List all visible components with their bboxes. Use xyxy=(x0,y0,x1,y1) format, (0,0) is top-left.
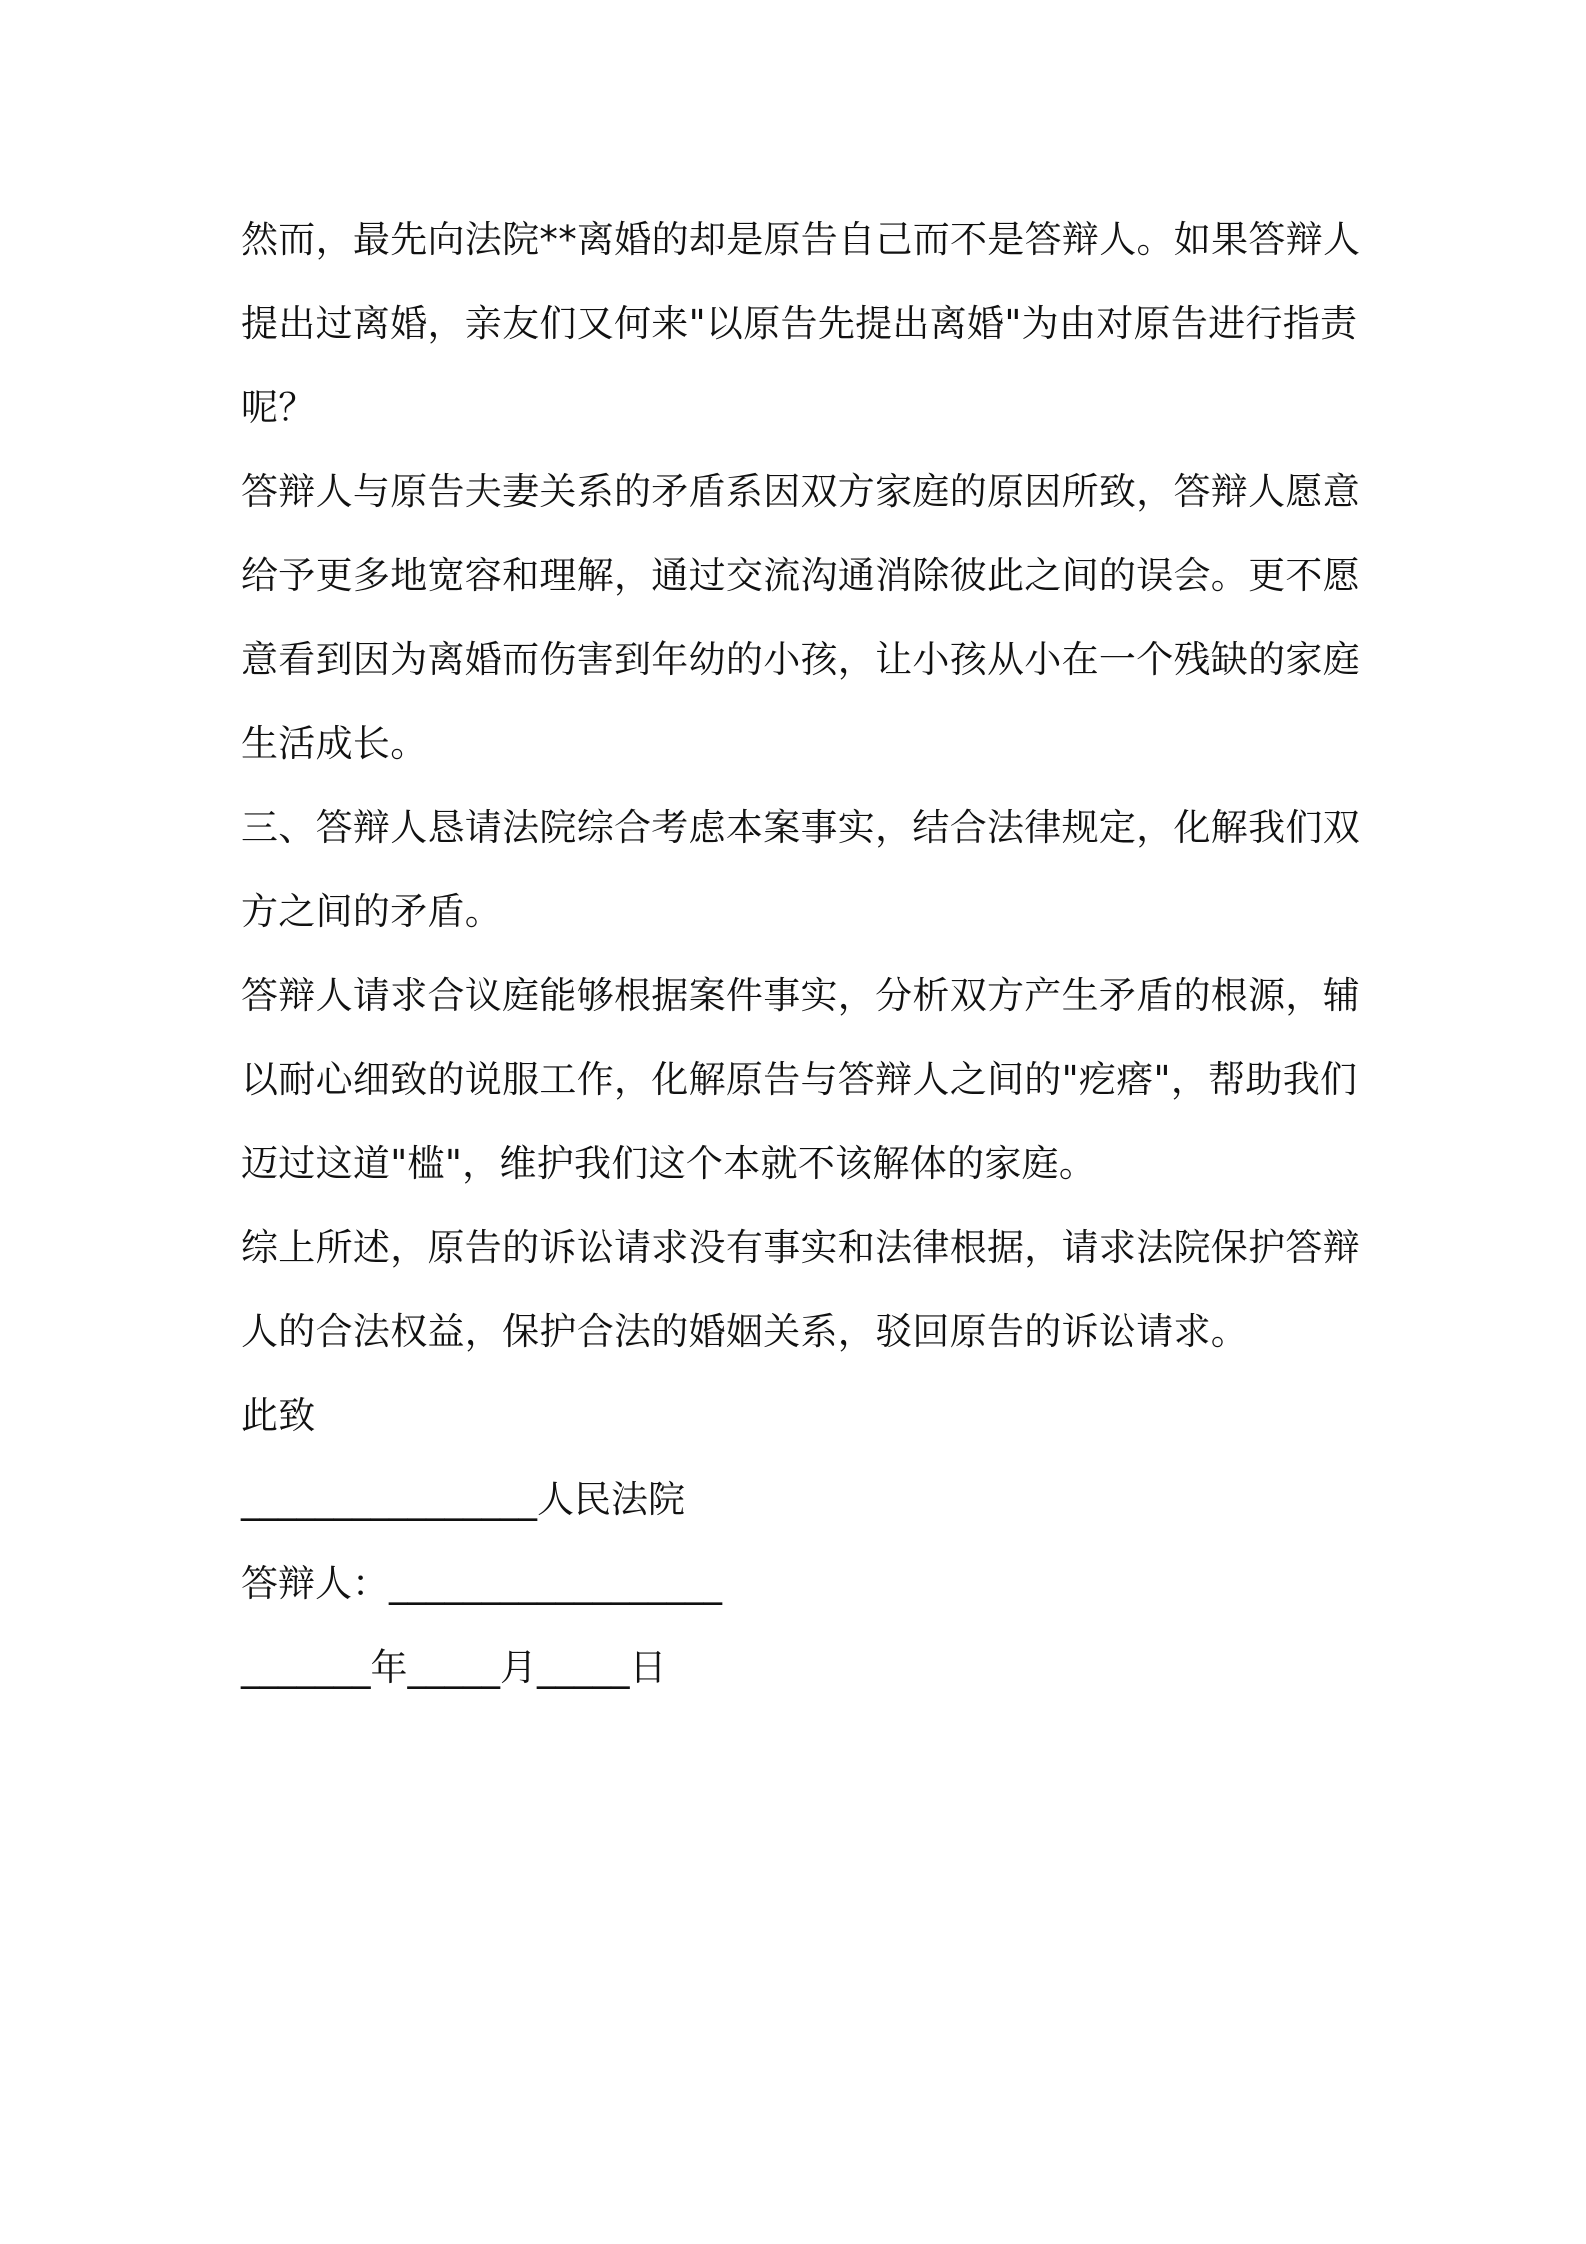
respondent-signature-line: 答辩人：__________________ xyxy=(241,1562,722,1605)
paragraph-request-mediation: 答辩人请求合议庭能够根据案件事实，分析双方产生矛盾的根源，辅以耐心细致的说服工作，化解原告与答辩人之间的"疙瘩"，帮助我们迈过这道"槛"，维护我们这个本就不该解体的家庭。 xyxy=(241,974,1360,1185)
document-page xyxy=(241,198,1361,1710)
date-line: _______年_____月_____日 xyxy=(241,1646,667,1689)
paragraph-conflict-cause: 答辩人与原告夫妻关系的矛盾系因双方家庭的原因所致，答辩人愿意给予更多地宽容和理解，通过交流沟通消除彼此之间的误会。更不愿意看到因为离婚而伤害到年幼的小孩，让小孩从小在一个残缺的家庭生活成长。 xyxy=(241,470,1360,765)
court-name-line: ________________人民法院 xyxy=(241,1478,685,1521)
paragraph-divorce-initiator: 然而，最先向法院**离婚的却是原告自己而不是答辩人。如果答辩人提出过离婚，亲友们又何来"以原告先提出离婚"为由对原告进行指责呢？ xyxy=(241,218,1361,429)
paragraph-section-three: 三、答辩人恳请法院综合考虑本案事实，结合法律规定，化解我们双方之间的矛盾。 xyxy=(241,806,1360,933)
closing-salutation: 此致 xyxy=(241,1394,316,1437)
paragraph-conclusion: 综上所述，原告的诉讼请求没有事实和法律根据，请求法院保护答辩人的合法权益，保护合法的婚姻关系，驳回原告的诉讼请求。 xyxy=(241,1226,1360,1353)
